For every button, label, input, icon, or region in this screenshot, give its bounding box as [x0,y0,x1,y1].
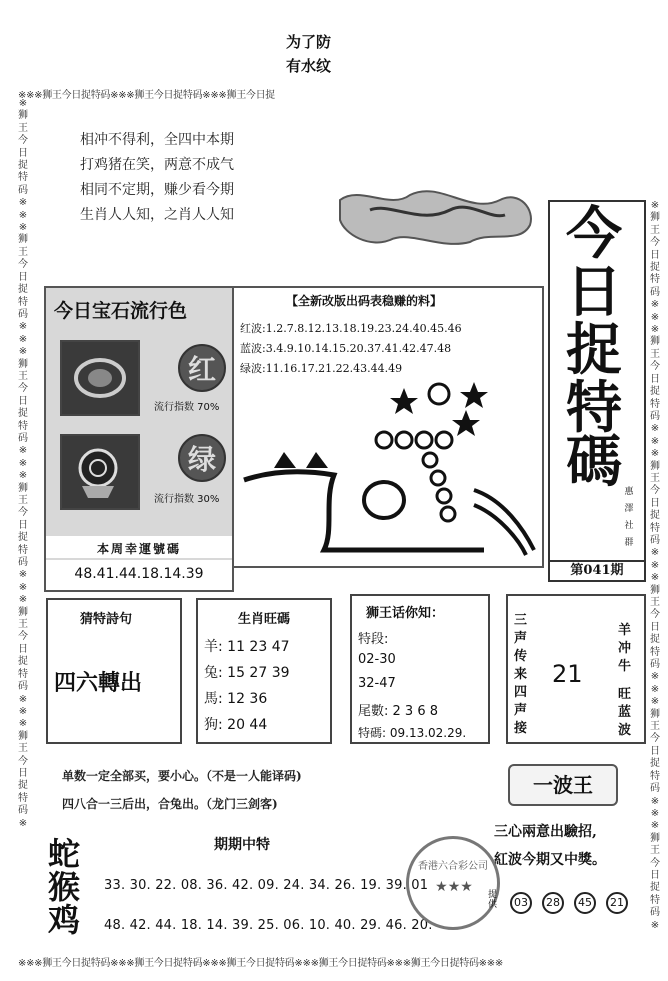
issue-number: 第041期 [548,560,646,582]
lion-line: 特段: [358,632,389,647]
bottom-line-2: 四八合一三后出，合兔出。（龙门三剑客) [62,797,278,811]
gem-color-panel [44,286,234,592]
zodiac-row [204,714,267,734]
ball-label: 提供 [488,890,498,910]
number-ball: 21 [606,892,628,914]
big-zodiac [44,835,84,939]
poem-line: 相同不定期，赚少看今期 [80,182,234,198]
gem-panel-title: 今日宝石流行色 [54,300,188,322]
blue-wave-numbers: 蓝波:3.4.9.10.14.15.20.37.41.42.47.48 [240,342,452,355]
right-couplet-line-1: 三心兩意出驗招, [494,824,597,840]
number-ball: 03 [510,892,532,914]
gem-image-bracelet [60,340,140,416]
lion-line: 32-47 [358,676,396,691]
red-wave-numbers: 红波:1.2.7.8.12.13.18.19.23.24.40.45.46 [240,322,462,335]
header-line-1: 为了防 [286,33,332,51]
poem-line: 生肖人人知，之肖人人知 [80,207,234,223]
right-tip-box [506,594,646,744]
title-char: 特 [566,375,622,441]
top-border-text: ※※※狮王今日捉特码※※※狮王今日捉特码※※※狮王今日捉 [18,90,276,101]
color-green-circle [178,434,226,482]
title-publisher: 惠澤社群 [624,487,634,548]
header-lines [286,30,331,78]
index-red: 流行指数 70% [154,402,220,413]
wave-panel-heading: 【全新改版出码表稳赚的料】 [286,294,443,308]
zodiac-nums: 11 23 47 [227,639,290,655]
right-box-top-text: 羊冲牛 [618,623,632,674]
ink-blot-decoration [330,180,540,250]
right-box-vertical-text: 三声传来四声接 [514,613,528,736]
zodiac-number-box [196,598,332,744]
wave-king-badge: 一波王 [508,764,618,806]
poem-block [80,128,234,228]
week-lucky-numbers: 48.41.44.18.14.39 [46,560,232,590]
week-lucky-label: 本周幸運號碼 [46,536,232,558]
zodiac-box-heading: 生肖旺碼 [238,612,291,627]
lion-tip-box [350,594,490,744]
right-couplet [494,818,606,874]
bottom-text-block [62,762,302,818]
lion-line: 特碼: 09.13.02.29. [358,726,467,740]
lion-line: 02-30 [358,652,396,667]
poem-line: 打鸡猪在笑，两意不成气 [80,157,234,173]
bottom-border-text: ※※※狮王今日捉特码※※※狮王今日捉特码※※※狮王今日捉特码※※※狮王今日捉特码※※※狮王今日捉特码※※※ [18,958,503,969]
big-zodiac-char: 蛇 [47,835,80,873]
zodiac-row [204,636,290,656]
wave-panel [232,286,544,568]
color-green-label: 绿 [187,443,216,476]
period-label: 期期中特 [214,837,270,853]
decorative-drawing [234,380,542,566]
poem-line: 相冲不得利，全四中本期 [80,132,234,148]
header-line-2: 有水纹 [286,57,332,75]
period-numbers-2: 48. 42. 44. 18. 14. 39. 25. 06. 10. 40. 29. 46. 20. [104,918,433,933]
title-char: 今 [566,201,622,267]
guess-box-body: 四六轉出 [54,670,143,696]
zodiac-animal: 羊: [204,639,223,655]
zodiac-animal: 馬: [204,691,223,707]
period-numbers-1: 33. 30. 22. 08. 36. 42. 09. 24. 34. 26. 19. 39. 01 [104,878,429,893]
zodiac-row [204,688,267,708]
green-wave-numbers: 绿波:11.16.17.21.22.43.44.49 [240,362,403,375]
big-zodiac-char: 猴 [47,868,80,906]
title-char: 日 [566,259,622,325]
bottom-line-1: 单数一定全部买，要小心。（不是一人能译码) [62,769,302,783]
right-border-text: ※狮王今日捉特码※※※狮王今日捉特码※※※狮王今日捉特码※※※狮王今日捉特码※※※狮王今日捉特码※※※狮王今日捉特码※ [650,200,660,931]
zodiac-row [204,662,290,682]
color-red-circle [178,344,226,392]
guess-box-heading: 猜特詩句 [80,612,133,627]
color-red-label: 红 [187,353,216,386]
right-box-bottom-text: 旺蓝波 [618,687,632,738]
left-border-text: ※狮王今日捉特码※※※狮王今日捉特码※※※狮王今日捉特码※※※狮王今日捉特码※※※狮王今日捉特码※※※狮王今日捉特码※ [18,98,28,829]
title-column [548,200,646,572]
title-char: 捉 [566,317,622,383]
title-char: 碼 [566,429,622,495]
gem-image-ring [60,434,140,510]
lion-box-heading: 狮王话你知： [366,606,445,621]
stamp-stars: ★★★ [435,879,473,895]
lion-line: 尾數: 2 3 6 8 [358,704,438,719]
big-zodiac-char: 鸡 [47,901,80,939]
zodiac-animal: 兔: [204,665,223,681]
number-ball: 28 [542,892,564,914]
zodiac-nums: 15 27 39 [227,665,290,681]
zodiac-nums: 12 36 [227,691,268,707]
guess-poem-box [46,598,182,744]
zodiac-animal: 狗: [204,717,223,733]
stamp-text: 香港六合彩公司 [418,861,488,872]
company-stamp [406,836,500,930]
right-box-number: 21 [552,660,583,688]
number-ball: 45 [574,892,596,914]
zodiac-nums: 20 44 [227,717,268,733]
index-green: 流行指数 30% [154,494,220,505]
right-couplet-line-2: 紅波今期又中獎。 [494,852,606,868]
